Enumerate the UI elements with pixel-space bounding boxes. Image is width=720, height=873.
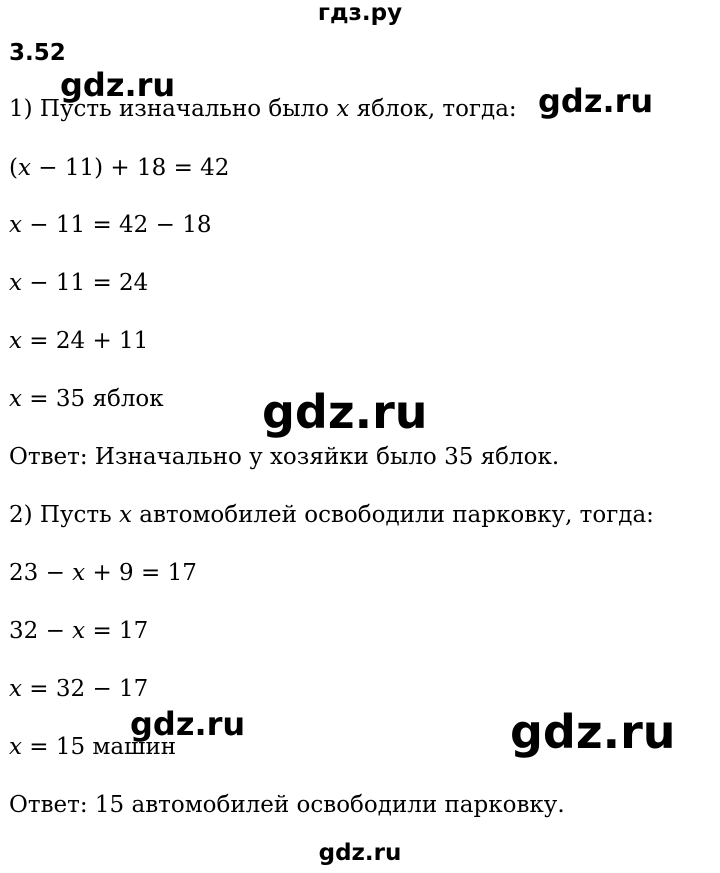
part2-equation-4: x = 15 машин (9, 734, 177, 760)
part1-equation-4: x = 24 + 11 (9, 328, 149, 354)
site-header: гдз.ру (317, 0, 403, 26)
footer-watermark: gdz.ru (318, 840, 402, 866)
part1-answer: Ответ: Изначально у хозяйки было 35 яблок. (9, 444, 560, 470)
part1-equation-3: x − 11 = 24 (9, 270, 149, 296)
part2-intro: 2) Пусть x автомобилей освободили парковку, тогда: (9, 502, 654, 528)
watermark-logo: gdz.ru (130, 705, 246, 743)
part2-equation-1: 23 − x + 9 = 17 (9, 560, 197, 586)
part1-intro: 1) Пусть изначально было x яблок, тогда: (9, 96, 517, 122)
part1-equation-1: (x − 11) + 18 = 42 (9, 155, 230, 181)
problem-number: 3.52 (9, 40, 66, 66)
watermark-logo: gdz.ru (60, 66, 176, 104)
part1-equation-5: x = 35 яблок (9, 386, 164, 412)
part2-answer: Ответ: 15 автомобилей освободили парковку. (9, 792, 565, 818)
part2-equation-2: 32 − x = 17 (9, 618, 149, 644)
watermark-logo: gdz.ru (510, 705, 676, 759)
part1-equation-2: x − 11 = 42 − 18 (9, 212, 212, 238)
watermark-logo: gdz.ru (262, 385, 428, 439)
part2-equation-3: x = 32 − 17 (9, 676, 149, 702)
watermark-logo: gdz.ru (538, 82, 654, 120)
